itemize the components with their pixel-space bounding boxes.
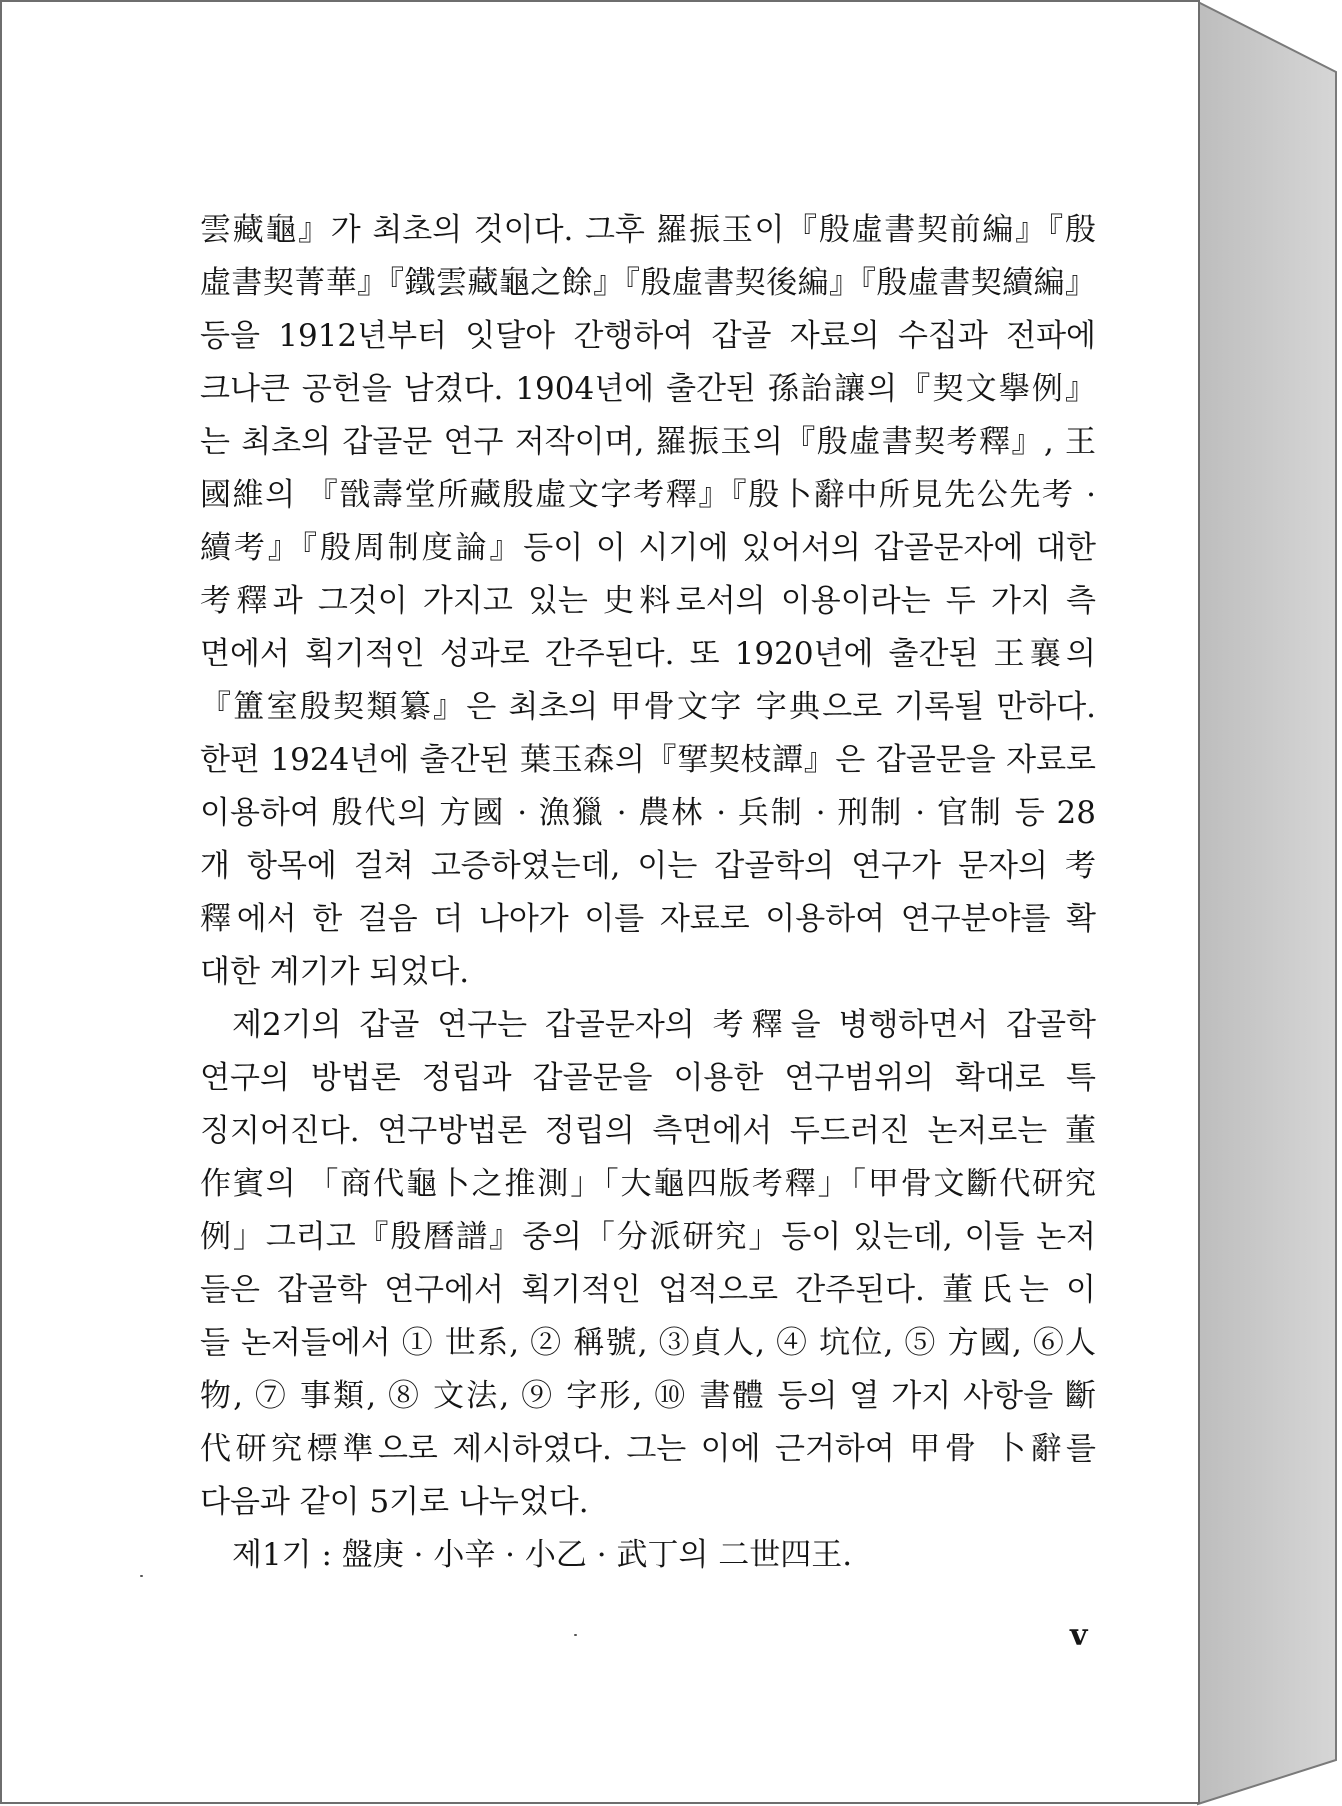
paragraph (200, 204, 1096, 999)
text-line: 雲藏龜』가 최초의 것이다. 그후 羅振玉이『殷虛書契前編』『殷 (200, 212, 1096, 248)
text-line: 考釋과 그것이 가지고 있는 史料로서의 이용이라는 두 가지 측 (200, 583, 1096, 619)
text-line: 들 논저들에서 ① 世系, ② 稱號, ③貞人, ④ 坑位, ⑤ 方國, ⑥人 (200, 1325, 1096, 1361)
text-line: 들은 갑골학 연구에서 획기적인 업적으로 간주된다. 董氏는 이 (200, 1272, 1096, 1308)
text-line: 제1기 : 盤庚 · 小辛 · 小乙 · 武丁의 二世四王. (232, 1537, 853, 1573)
text-line: 는 최초의 갑골문 연구 저작이며, 羅振玉의『殷虛書契考釋』, 王 (200, 424, 1096, 460)
text-line: 면에서 획기적인 성과로 간주된다. 또 1920년에 출간된 王襄의 (200, 636, 1096, 672)
paragraph (200, 999, 1096, 1529)
body-text (200, 204, 1096, 1582)
text-line: 크나큰 공헌을 남겼다. 1904년에 출간된 孫詒讓의『契文擧例』 (200, 371, 1096, 407)
text-line: 제2기의 갑골 연구는 갑골문자의 考釋을 병행하면서 갑골학 (232, 1007, 1096, 1043)
text-line: 物, ⑦ 事類, ⑧ 文法, ⑨ 字形, ⑩ 書體 등의 열 가지 사항을 斷 (200, 1378, 1096, 1414)
text-line: 징지어진다. 연구방법론 정립의 측면에서 두드러진 논저로는 董 (200, 1113, 1096, 1149)
text-line: 다음과 같이 5기로 나누었다. (200, 1484, 589, 1520)
text-line: 한편 1924년에 출간된 葉玉森의『揅契枝譚』은 갑골문을 자료로 (200, 742, 1096, 778)
text-line: 例」그리고『殷曆譜』중의「分派研究」등이 있는데, 이들 논저 (200, 1219, 1096, 1255)
text-line: 續考』『殷周制度論』등이 이 시기에 있어서의 갑골문자에 대한 (200, 530, 1096, 566)
text-line: 作賓의 「商代龜卜之推測」「大龜四版考釋」「甲骨文斷代研究 (200, 1166, 1096, 1202)
text-line: 『簠室殷契類纂』은 최초의 甲骨文字 字典으로 기록될 만하다. (200, 689, 1096, 725)
scan-speck (140, 1575, 143, 1577)
text-line: 虛書契菁華』『鐵雲藏龜之餘』『殷虛書契後編』『殷虛書契續編』 (200, 265, 1096, 301)
text-line: 代研究標準으로 제시하였다. 그는 이에 근거하여 甲骨 卜辭를 (200, 1431, 1096, 1467)
text-line: 개 항목에 걸쳐 고증하였는데, 이는 갑골학의 연구가 문자의 考 (200, 848, 1096, 884)
page-number: v (1070, 1618, 1088, 1653)
text-line: 대한 계기가 되었다. (200, 954, 470, 990)
text-line: 등을 1912년부터 잇달아 간행하여 갑골 자료의 수집과 전파에 (200, 318, 1096, 354)
scan-speck (574, 1634, 577, 1636)
text-line: 國維의 『戩壽堂所藏殷虛文字考釋』『殷卜辭中所見先公先考 · (200, 477, 1096, 513)
text-line: 이용하여 殷代의 方國 · 漁獵 · 農林 · 兵制 · 刑制 · 官制 등 28 (200, 795, 1096, 831)
text-line: 연구의 방법론 정립과 갑골문을 이용한 연구범위의 확대로 특 (200, 1060, 1096, 1096)
text-line: 釋에서 한 걸음 더 나아가 이를 자료로 이용하여 연구분야를 확 (200, 901, 1096, 937)
paragraph (200, 1529, 1096, 1582)
